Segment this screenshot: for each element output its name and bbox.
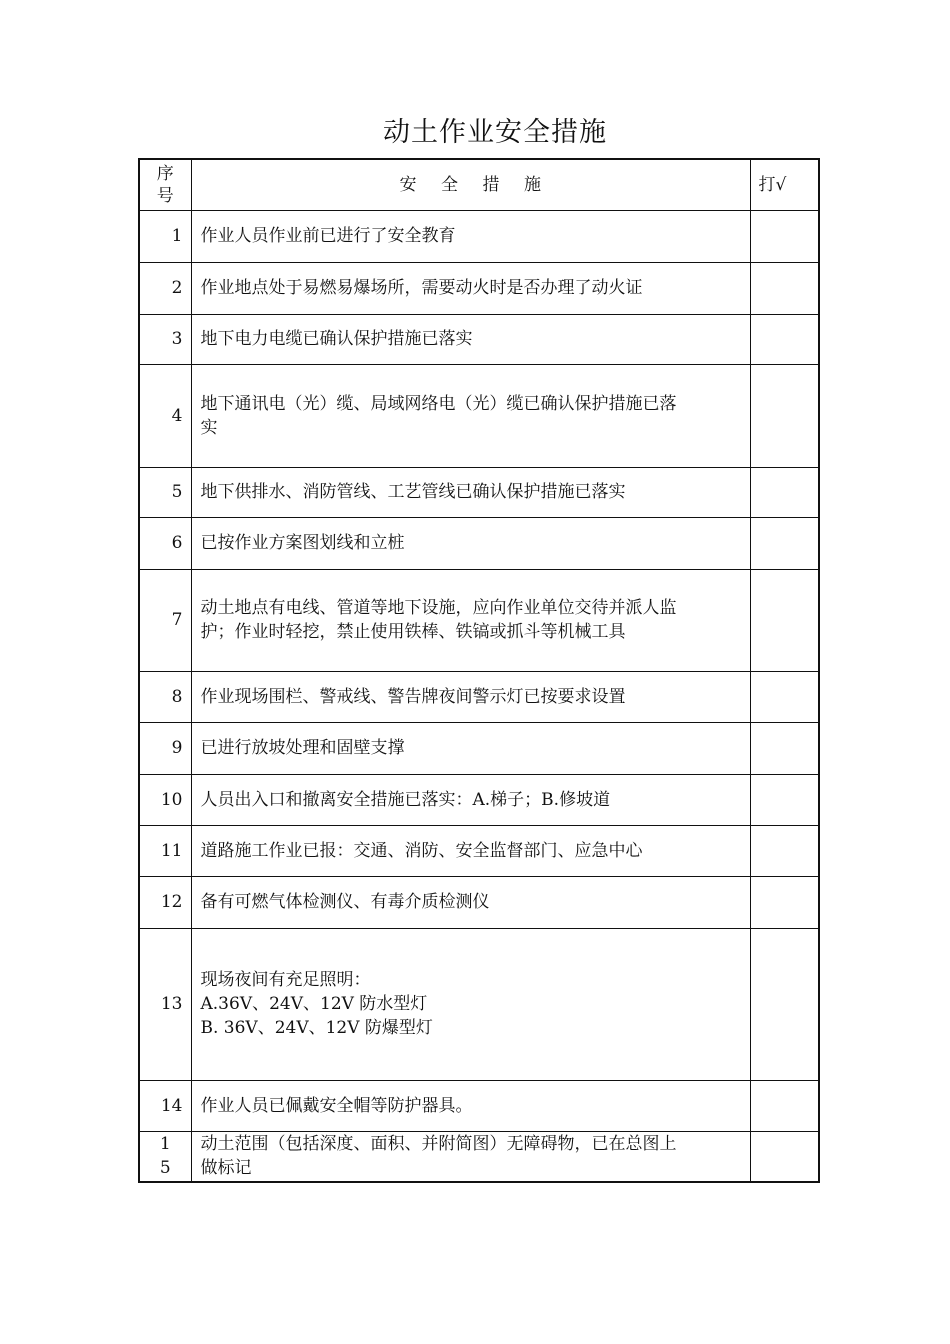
row-number: 6: [139, 517, 191, 569]
row-measure-text: 作业现场围栏、警戒线、警告牌夜间警示灯已按要求设置: [191, 671, 750, 722]
row-number: 3: [139, 314, 191, 364]
row-measure-text: 作业人员作业前已进行了安全教育: [191, 210, 750, 262]
table-row: [139, 467, 819, 517]
row-number: 13: [139, 928, 191, 1080]
row-number: 12: [139, 876, 191, 928]
row-measure-text: 动土范围（包括深度、面积、并附简图）无障碍物，已在总图上 做标记: [191, 1131, 750, 1182]
row-measure-text: 人员出入口和撤离安全措施已落实：A.梯子；B.修坡道: [191, 774, 750, 825]
row-measure-text: 已进行放坡处理和固壁支撑: [191, 722, 750, 774]
table-row: [139, 825, 819, 876]
row-check-cell[interactable]: [750, 210, 819, 262]
table-row: [139, 262, 819, 314]
row-measure-text: 作业地点处于易燃易爆场所，需要动火时是否办理了动火证: [191, 262, 750, 314]
row-number: 14: [139, 1080, 191, 1131]
row-number: 1 5: [139, 1131, 191, 1182]
row-check-cell[interactable]: [750, 722, 819, 774]
table-row: [139, 210, 819, 262]
row-measure-text: 现场夜间有充足照明： A.36V、24V、12V 防水型灯 B. 36V、24V、12V 防爆型灯: [191, 928, 750, 1080]
row-number: 5: [139, 467, 191, 517]
row-measure-text: 作业人员已佩戴安全帽等防护器具。: [191, 1080, 750, 1131]
table-row: [139, 928, 819, 1080]
row-check-cell[interactable]: [750, 825, 819, 876]
header-check: 打√: [750, 159, 819, 210]
row-measure-text: 道路施工作业已报：交通、消防、安全监督部门、应急中心: [191, 825, 750, 876]
table-row: [139, 569, 819, 671]
row-measure-text: 已按作业方案图划线和立桩: [191, 517, 750, 569]
header-measures: [191, 159, 750, 210]
row-measure-text: 地下电力电缆已确认保护措施已落实: [191, 314, 750, 364]
table-row: [139, 671, 819, 722]
header-measures-char: 安: [399, 174, 417, 195]
row-measure-text: 地下通讯电（光）缆、局域网络电（光）缆已确认保护措施已落 实: [191, 364, 750, 467]
row-number: 4: [139, 364, 191, 467]
header-measures-char: 措: [482, 174, 500, 195]
row-number: 10: [139, 774, 191, 825]
row-check-cell[interactable]: [750, 671, 819, 722]
row-check-cell[interactable]: [750, 569, 819, 671]
table-row: [139, 722, 819, 774]
row-measure-text: 地下供排水、消防管线、工艺管线已确认保护措施已落实: [191, 467, 750, 517]
table-row: [139, 1080, 819, 1131]
row-number: 1: [139, 210, 191, 262]
row-measure-text: 备有可燃气体检测仪、有毒介质检测仪: [191, 876, 750, 928]
table-row: [139, 364, 819, 467]
row-number: 8: [139, 671, 191, 722]
row-number: 7: [139, 569, 191, 671]
header-number: 序 号: [139, 159, 191, 210]
row-check-cell[interactable]: [750, 517, 819, 569]
table-header-row: [139, 159, 819, 210]
row-check-cell[interactable]: [750, 314, 819, 364]
row-number: 9: [139, 722, 191, 774]
row-number: 2: [139, 262, 191, 314]
table-row: [139, 876, 819, 928]
row-check-cell[interactable]: [750, 262, 819, 314]
row-check-cell[interactable]: [750, 774, 819, 825]
row-number: 11: [139, 825, 191, 876]
row-check-cell[interactable]: [750, 1080, 819, 1131]
row-check-cell[interactable]: [750, 1131, 819, 1182]
row-check-cell[interactable]: [750, 467, 819, 517]
header-measures-char: 全: [441, 174, 459, 195]
row-check-cell[interactable]: [750, 876, 819, 928]
safety-measures-table: [138, 158, 820, 1183]
header-measures-char: 施: [524, 174, 542, 195]
table-row: [139, 774, 819, 825]
page-title: 动土作业安全措施: [383, 117, 607, 148]
table-row: [139, 314, 819, 364]
row-measure-text: 动土地点有电线、管道等地下设施，应向作业单位交待并派人监 护；作业时轻挖，禁止使用铁棒、铁镐或抓斗等机械工具: [191, 569, 750, 671]
row-check-cell[interactable]: [750, 928, 819, 1080]
table-row: [139, 1131, 819, 1182]
row-check-cell[interactable]: [750, 364, 819, 467]
table-row: [139, 517, 819, 569]
